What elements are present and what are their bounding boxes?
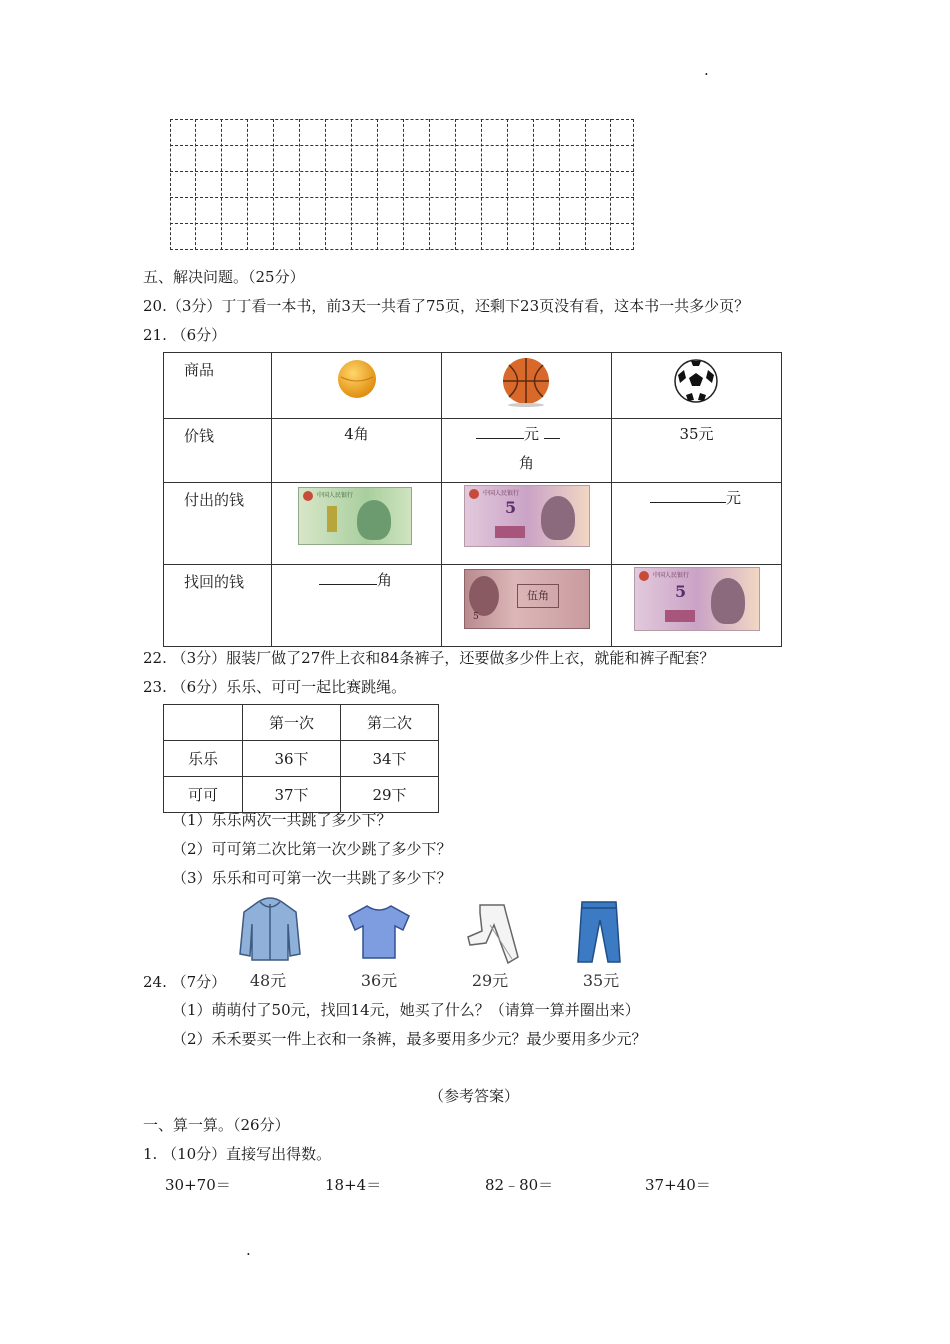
question-23-sub-3: （3）乐乐和可可第一次一共跳了多少下？ <box>172 869 452 887</box>
jeans-price: 35元 <box>582 971 620 990</box>
row-label-change: 找回的钱 <box>184 573 245 591</box>
expression-4: 37+40＝ <box>645 1176 711 1194</box>
jump-rope-table <box>163 704 439 813</box>
table23-cell: 37下 <box>243 777 341 813</box>
answers-question-1: 1. （10分）直接写出得数。 <box>143 1145 332 1163</box>
question-24-sub-2: （2）禾禾要买一件上衣和一条裤，最多要用多少元？最少要用多少元？ <box>172 1030 647 1048</box>
basketball-icon <box>500 355 552 407</box>
five-jiao-banknote-image: 伍角 5 <box>464 569 590 629</box>
row-label-paid: 付出的钱 <box>184 491 245 509</box>
question-24-sub-1: （1）萌萌付了50元，找回14元，她买了什么？（请算一算并圈出来） <box>172 1001 640 1019</box>
question-23-sub-1: （1）乐乐两次一共跳了多少下？ <box>172 811 392 829</box>
question-23: 23. （6分）乐乐、可可一起比赛跳绳。 <box>143 678 407 696</box>
shopping-table <box>163 352 782 647</box>
answers-title: （参考答案） <box>428 1087 519 1105</box>
table23-row-name: 可可 <box>164 777 243 813</box>
row-label-item: 商品 <box>184 361 215 379</box>
question-22: 22. （3分）服装厂做了27件上衣和84条裤子，还要做多少件上衣，就能和裤子配套？ <box>143 649 715 667</box>
expression-1: 30+70＝ <box>165 1176 231 1194</box>
bottom-dot: . <box>246 1241 251 1259</box>
ball-icon <box>335 357 379 401</box>
soccer-ball-icon <box>672 357 720 405</box>
expression-3: 82﹣80＝ <box>485 1176 554 1194</box>
section-5-heading: 五、解决问题。（25分） <box>143 268 305 286</box>
table23-header-blank <box>164 705 243 741</box>
row-label-price: 价钱 <box>184 427 215 445</box>
pants-white-icon <box>464 903 520 965</box>
jacket-icon <box>238 896 302 964</box>
five-yuan-banknote-image-2: 中国人民银行 5 <box>634 567 760 631</box>
table23-cell: 36下 <box>243 741 341 777</box>
price-soccer: 35元 <box>679 425 714 443</box>
answers-section-1: 一、算一算。（26分） <box>143 1116 290 1134</box>
tshirt-icon <box>347 902 411 960</box>
question-23-sub-2: （2）可可第二次比第一次少跳了多少下？ <box>172 840 452 858</box>
question-24: 24. （7分） <box>143 973 227 991</box>
five-yuan-banknote-image: 中国人民银行 5 <box>464 485 590 547</box>
price-basketball-answer[interactable]: 元 <box>476 424 560 444</box>
one-yuan-banknote-image: 中国人民银行 <box>298 487 412 545</box>
change-ball-answer[interactable]: 角 <box>319 570 392 590</box>
table23-row-name: 乐乐 <box>164 741 243 777</box>
tshirt-price: 36元 <box>360 971 398 990</box>
table23-header-second: 第二次 <box>341 705 439 741</box>
top-dot: . <box>704 61 709 79</box>
expression-2: 18+4＝ <box>325 1176 382 1194</box>
question-20: 20.（3分）丁丁看一本书，前3天一共看了75页，还剩下23页没有看，这本书一共多少页？ <box>143 297 750 315</box>
price-ball: 4角 <box>344 425 369 443</box>
table23-cell: 29下 <box>341 777 439 813</box>
pants-white-price: 29元 <box>471 971 509 990</box>
table23-cell: 34下 <box>341 741 439 777</box>
paid-soccer-answer[interactable]: 元 <box>650 488 741 508</box>
table23-header-first: 第一次 <box>243 705 341 741</box>
price-basketball-jiao: 角 <box>519 454 535 472</box>
question-21: 21. （6分） <box>143 326 227 344</box>
jeans-icon <box>576 900 622 964</box>
jacket-price: 48元 <box>249 971 287 990</box>
